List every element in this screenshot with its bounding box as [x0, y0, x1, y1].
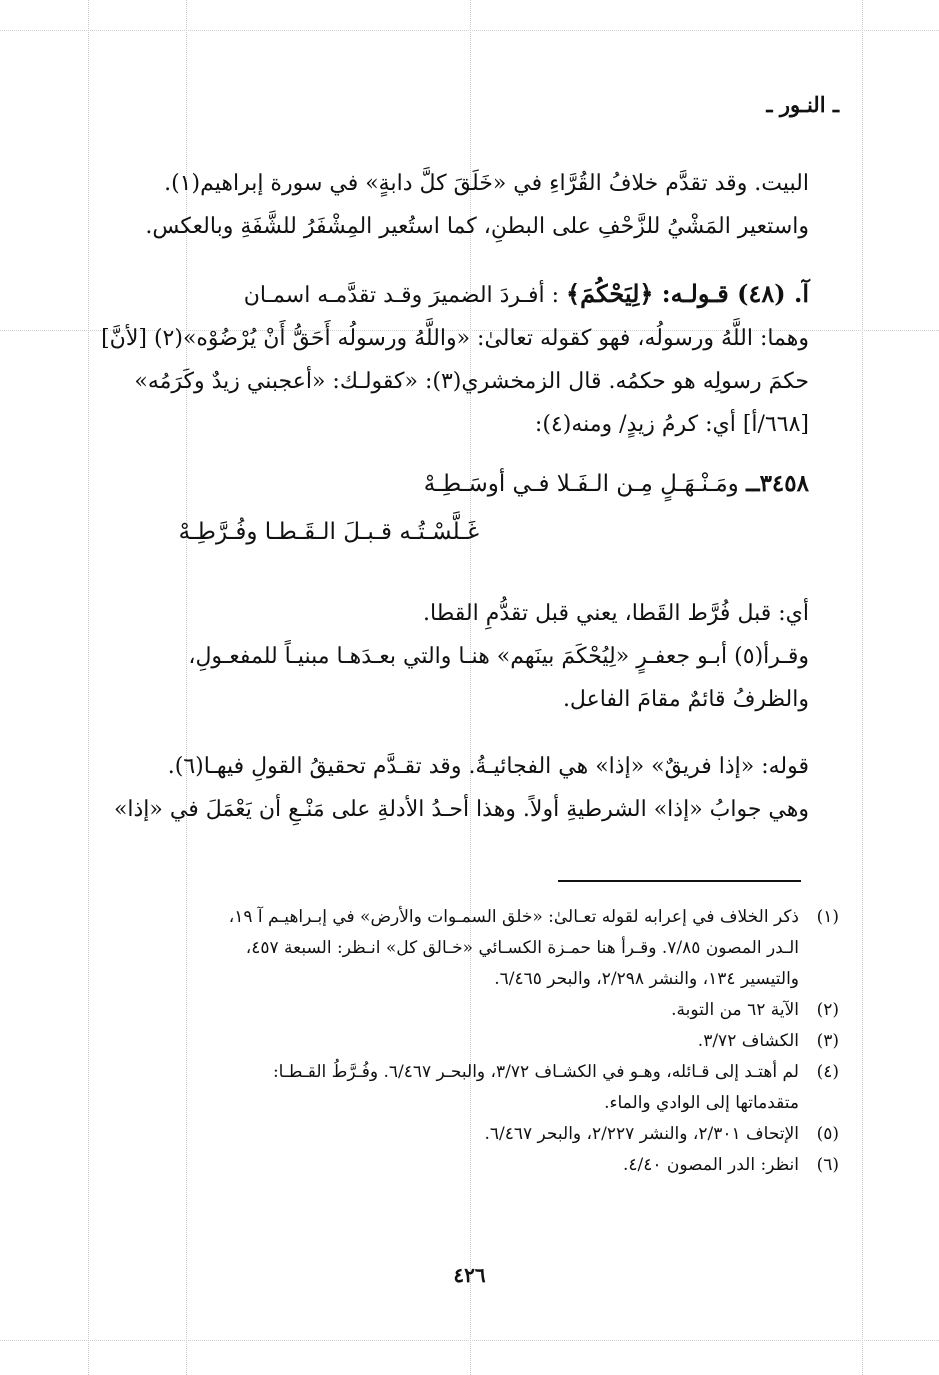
poem-verse — [109, 460, 809, 556]
text-line: أي: قبل فُرَّط القَطا، يعني قبل تقدُّمِ القطا. — [423, 601, 809, 626]
footnote-number: (٤) — [816, 1062, 839, 1082]
footnote-text: والتيسير ١٣٤، والنشر ٢/٢٩٨، والبحر ٦/٤٦٥. — [494, 969, 799, 989]
poem-number: ٣٤٥٨ــ — [746, 470, 809, 497]
footnotes — [119, 902, 839, 1181]
scan-guide-line — [862, 0, 863, 1375]
text-line: والظرفُ قائمٌ مقامَ الفاعل. — [562, 687, 809, 712]
footnote-number: (٣) — [816, 1031, 839, 1051]
footnote-text: الـدر المصون ٧/٨٥. وقـرأ هنا حمـزة الكسـائي «خـالق كل» انـظر: السبعة ٤٥٧، — [245, 938, 799, 958]
footnote-text: الإتحاف ٢/٣٠١، والنشر ٢/٢٢٧، والبحر ٦/٤٦٧. — [484, 1124, 799, 1144]
text-line: وهما: اللَّهُ ورسولُه، فهو كقوله تعالىٰ: «واللَّهُ ورسولُه أَحَقُّ أَنْ يُرْضُوْه»(٢) [لأنَّ] — [101, 326, 809, 351]
text-line: البيت. وقد تقدَّم خلافُ القُرَّاءِ في «خَلَقَ كلَّ دابةٍ» في سورة إبراهيم(١). — [164, 171, 809, 196]
page-number: ٤٢٦ — [453, 1263, 486, 1287]
text-line: [٦٦٨/أ] أي: كرمُ زيدٍ/ ومنه(٤): — [534, 412, 809, 437]
text-line: وقـرأ(٥) أبـو جعفـرٍ «لِيُحْكَمَ بينَهم» هنـا والتي بعـدَهـا مبنيـاً للمفعـولِ، — [188, 644, 809, 669]
paragraph-3 — [119, 592, 809, 721]
running-head: ـ النـور ـ — [766, 92, 839, 117]
footnote-text: الكشاف ٣/٧٢. — [697, 1031, 799, 1051]
footnote-text: ذكر الخلاف في إعرابه لقوله تعـالىٰ: «خلق السمـوات والأرض» في إبـراهيـم آ ١٩، — [228, 907, 799, 927]
scan-guide-line — [88, 0, 89, 1375]
footnote-text: انظر: الدر المصون ٤/٤٠. — [622, 1155, 799, 1175]
footnote-6 — [119, 1150, 839, 1181]
footnote-4 — [119, 1057, 839, 1119]
text-line — [119, 272, 809, 317]
footnote-5 — [119, 1119, 839, 1150]
text-line: حكمَ رسولِه هو حكمُه. قال الزمخشري(٣): «كقولـك: «أعجبني زيدٌ وكَرَمُه» — [134, 369, 809, 394]
text-line: وهي جوابُ «إذا» الشرطيةِ أولاً. وهذا أحـدُ الأدلةِ على مَنْـعِ أن يَعْمَلَ في «إذا» — [113, 797, 809, 822]
text-line: واستعير المَشْيُ للزَّحْفِ على البطنِ، كما استُعير المِشْفَرُ للشَّفَةِ وبالعكس. — [145, 214, 809, 239]
footnote-number: (٥) — [816, 1124, 839, 1144]
footnote-separator — [558, 880, 801, 882]
footnote-number: (٦) — [816, 1155, 839, 1175]
scan-guide-line — [0, 30, 939, 31]
footnote-1 — [119, 902, 839, 995]
footnote-text: لم أهتـد إلى قـائله، وهـو في الكشـاف ٣/٧٢، والبحـر ٦/٤٦٧. وفُـرَّطُ القـطـا: — [272, 1062, 799, 1082]
paragraph-1 — [119, 162, 809, 248]
entry-title-continuation: : أفـردَ الضميرَ وقـد تقدَّمـه اسمـان — [243, 283, 560, 308]
hemistich-text: ومَـنْـهَـلٍ مِـن الـفَـلا فـي أوسَـطِـهْ — [423, 471, 739, 497]
paragraph-4 — [113, 745, 809, 831]
footnote-number: (١) — [816, 907, 839, 927]
poem-first-hemistich — [109, 460, 809, 508]
footnote-number: (٢) — [816, 1000, 839, 1020]
poem-second-hemistich: غَـلَّسْـتُـه قـبـلَ الـقَـطـا وفُـرَّطِـهْ — [178, 519, 479, 545]
paragraph-2 — [101, 272, 809, 446]
verse-entry-title: آ. (٤٨) قـولـه: ﴿لِيَحْكُمَ﴾ — [566, 279, 809, 308]
footnote-text: متقدماتها إلى الوادي والماء. — [604, 1093, 799, 1113]
footnote-3 — [119, 1026, 839, 1057]
footnote-2 — [119, 995, 839, 1026]
text-line: قوله: «إذا فريقٌ» «إذا» هي الفجائيـةُ. وقد تقـدَّم تحقيقُ القولِ فيهـا(٦). — [167, 754, 809, 779]
footnote-text: الآية ٦٢ من التوبة. — [671, 1000, 799, 1020]
scan-guide-line — [0, 1340, 939, 1341]
